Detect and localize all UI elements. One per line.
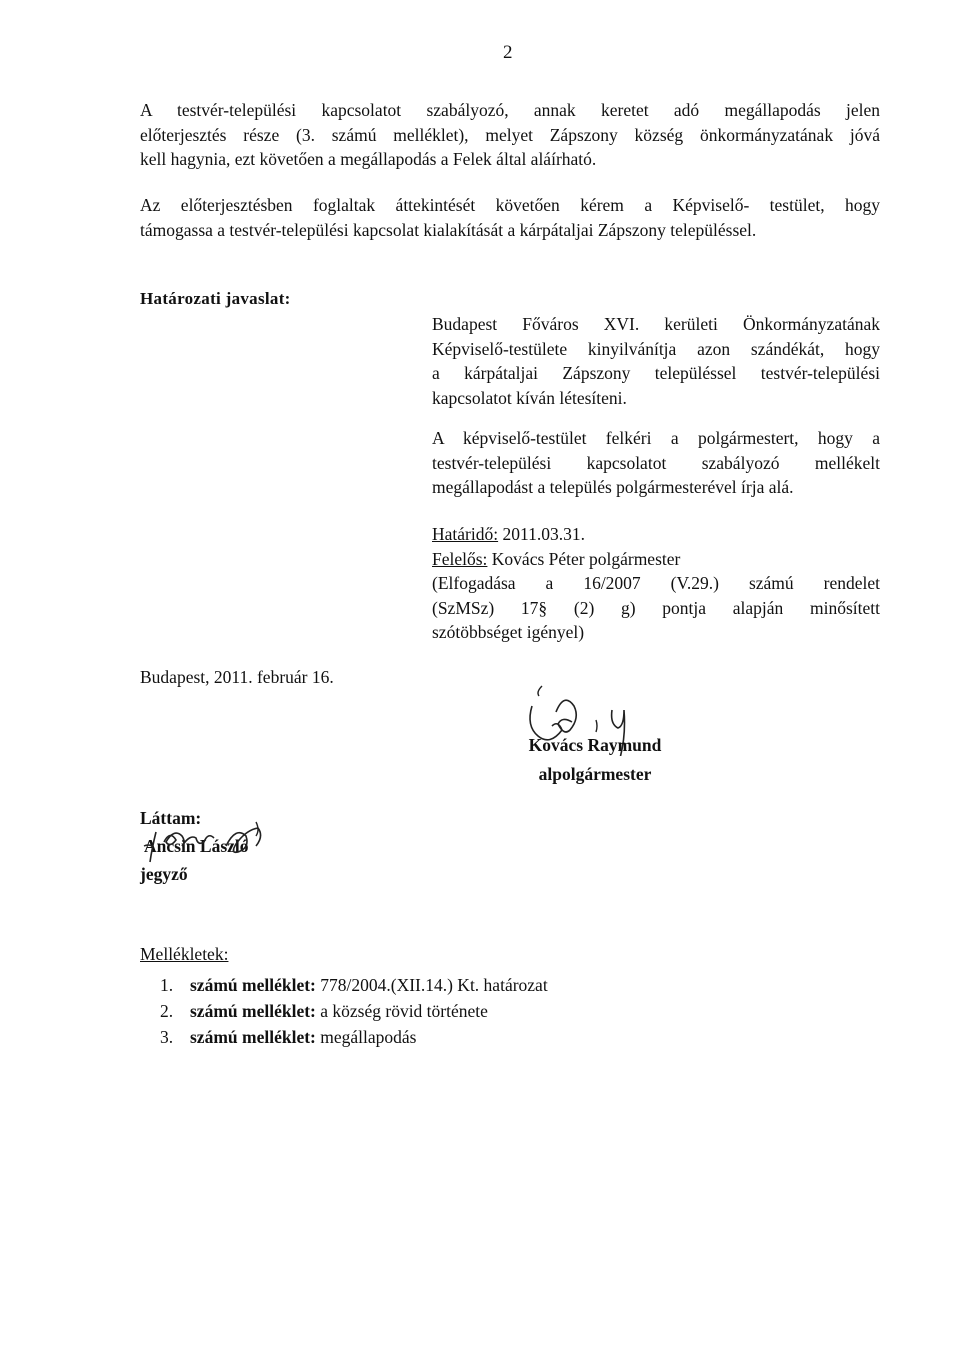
request-line: Az előterjesztésben foglaltak áttekintését követően kérem a Képviselő- testület, hogy xyxy=(140,195,880,215)
proposal-paragraph-2 xyxy=(432,426,880,500)
proposal-line: a kárpátaljai Zápszony településsel testvér-települési xyxy=(432,363,880,383)
signatory-name: Kovács Raymund xyxy=(528,735,662,755)
intro-line: előterjesztés része (3. számú melléklet), melyet Zápszony község önkormányzatának jóvá xyxy=(140,124,880,145)
deadline-line xyxy=(432,522,880,547)
attachment-label: számú melléklet: xyxy=(190,975,316,995)
intro-paragraph xyxy=(140,98,880,172)
seen-block xyxy=(140,804,249,888)
request-paragraph xyxy=(140,193,880,242)
responsible-label: Felelős: xyxy=(432,548,488,569)
proposal-line: Képviselő-testülete kinyilvánítja azon szándékát, hogy xyxy=(432,338,880,359)
date-line: Budapest, 2011. február 16. xyxy=(140,667,334,687)
signatory-title: alpolgármester xyxy=(538,764,652,784)
signatory-block xyxy=(520,731,670,789)
adoption-line: (SzMSz) 17§ (2) g) pontja alapján minősített xyxy=(432,597,880,618)
attachment-text: a község rövid története xyxy=(315,1001,488,1021)
seen-name: Ancsin László xyxy=(144,836,249,856)
request-line: támogassa a testvér-települési kapcsolat kialakítását a kárpátaljai Zápszony településsel. xyxy=(140,219,757,240)
proposal-line: testvér-települési kapcsolatot szabályozó mellékelt xyxy=(432,452,880,473)
adoption-line: szótöbbséget igényel) xyxy=(432,622,585,642)
attachment-item xyxy=(160,1024,548,1050)
attachments-list xyxy=(160,972,548,1050)
attachments-title: Mellékletek: xyxy=(140,944,229,964)
proposal-title: Határozati javaslat: xyxy=(140,289,291,308)
attachment-number: 1. xyxy=(160,975,174,995)
intro-line: A testvér-települési kapcsolatot szabályozó, annak keretet adó megállapodás jelen xyxy=(140,100,880,120)
proposal-details xyxy=(432,522,880,645)
responsible-value: Kovács Péter polgármester xyxy=(487,548,681,569)
attachment-item xyxy=(160,998,548,1024)
deadline-label: Határidő: xyxy=(432,524,499,544)
proposal-line: Budapest Főváros XVI. kerületi Önkormányzatának xyxy=(432,314,880,334)
attachment-number: 2. xyxy=(160,1001,174,1021)
attachment-text: 778/2004.(XII.14.) Kt. határozat xyxy=(315,975,548,995)
adoption-line: (Elfogadása a 16/2007 (V.29.) számú rendelet xyxy=(432,573,880,593)
proposal-line: megállapodást a település polgármesterével írja alá. xyxy=(432,477,794,497)
seen-title: jegyző xyxy=(140,864,188,884)
intro-line: kell hagynia, ezt követően a megállapodás a Felek által aláírható. xyxy=(140,149,597,169)
attachment-label: számú melléklet: xyxy=(190,1027,316,1047)
proposal-line: A képviselő-testület felkéri a polgármestert, hogy a xyxy=(432,428,880,448)
responsible-line xyxy=(432,547,880,572)
seen-label: Láttam: xyxy=(140,808,202,828)
proposal-paragraph-1 xyxy=(432,312,880,410)
attachment-label: számú melléklet: xyxy=(190,1001,316,1021)
attachment-text: megállapodás xyxy=(315,1027,417,1047)
attachment-item xyxy=(160,972,548,998)
deadline-value: 2011.03.31. xyxy=(498,524,585,544)
attachment-number: 3. xyxy=(160,1027,174,1047)
proposal-line: kapcsolatot kíván létesíteni. xyxy=(432,387,627,408)
page-number: 2 xyxy=(503,42,513,63)
